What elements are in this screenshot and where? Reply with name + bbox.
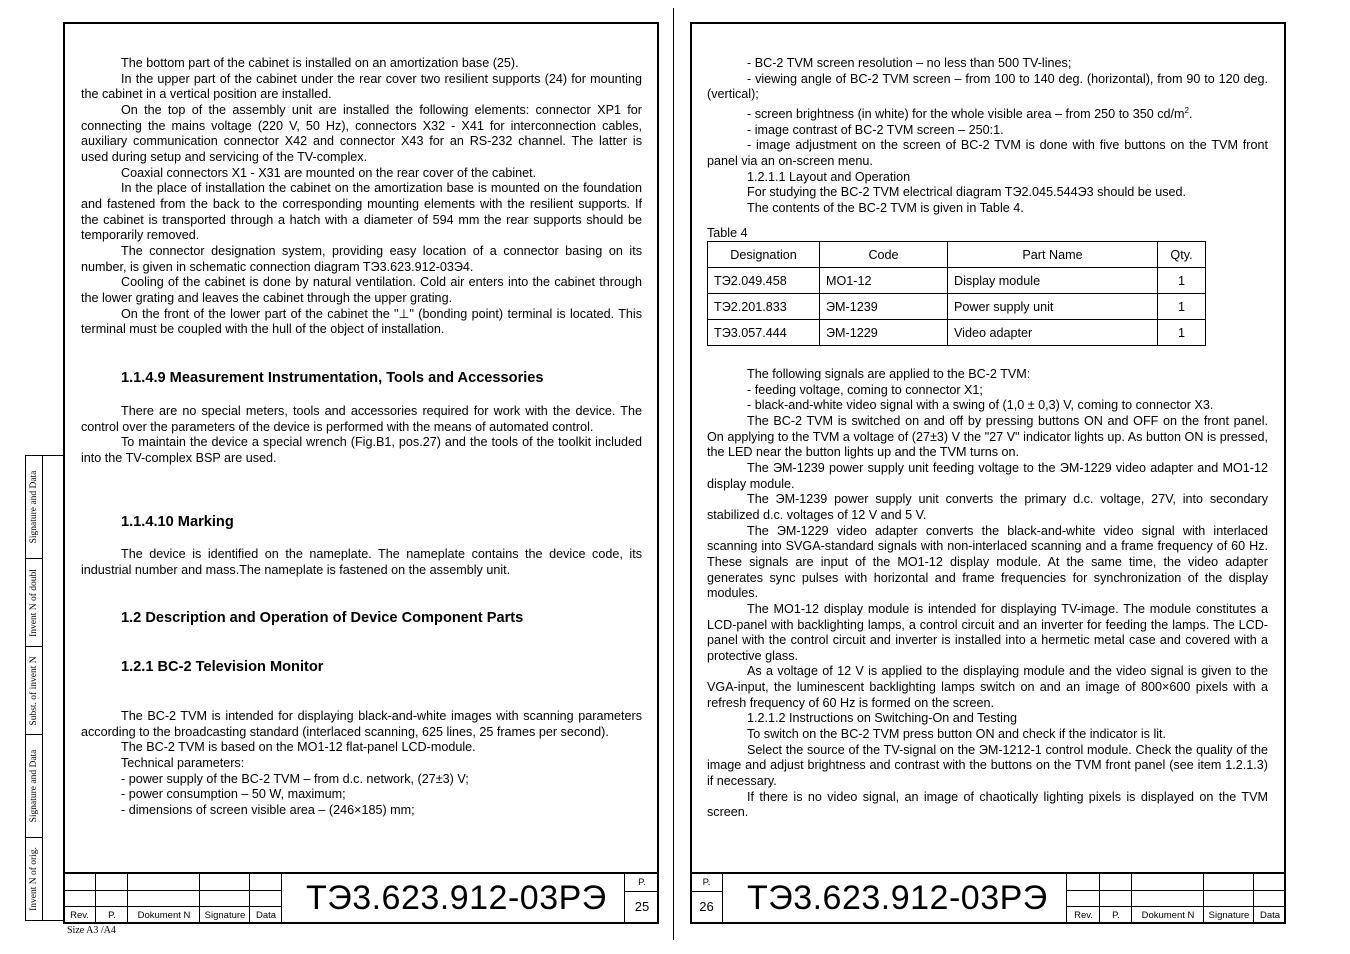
- paragraph: Cooling of the cabinet is done by natural ventilation. Cold air enters into the cabinet through the lower grating and leaves the cabinet through the upper grating.: [81, 275, 642, 305]
- paragraph: Select the source of the TV-signal on the ЭM-1212-1 control module. Check the quality of the image and adjust brightness and contrast with the buttons on the TVM front panel (see item 1.2.1.3) if necessary.: [707, 742, 1268, 789]
- table-row: [708, 268, 1206, 294]
- right-title-block: [690, 872, 1286, 926]
- paragraph: - BC-2 TVM screen resolution – no less than 500 TV-lines;: [747, 56, 1072, 70]
- section-heading-1-2: 1.2 Description and Operation of Device Component Parts: [121, 610, 524, 626]
- paragraph: As a voltage of 12 V is applied to the displaying module and the video signal is given to the VGA-input, the luminescent backlighting lamps switch on and an image of 800×600 pixels with a refresh frequency of 60 Hz is formed on the screen.: [707, 664, 1268, 710]
- paragraph: - power supply of the BC-2 TVM – from d.c. network, (27±3) V;: [121, 771, 469, 786]
- table-cell: MO1-12: [820, 268, 948, 294]
- table-row: [708, 294, 1206, 320]
- paragraph: Coaxial connectors X1 - X31 are mounted on the rear cover of the cabinet.: [121, 165, 537, 180]
- table-cell: ЭM-1239: [820, 294, 948, 320]
- paragraph: - feeding voltage, coming to connector X1;: [747, 382, 983, 397]
- doc-number: TЭ3.623.912-03PЭ: [306, 879, 607, 917]
- page-label: P.: [702, 877, 711, 888]
- paragraph: The BC-2 TVM is switched on and off by pressing buttons ON and OFF on the front panel. On applying to the TVM a voltage of (27±3) V the "27 V" indicator lights up. As button ON is pressed, the LED near the button lights up and the TVM turns on.: [707, 413, 1268, 460]
- paragraph: To switch on the BC-2 TVM press button ON and check if the indicator is lit.: [747, 727, 1167, 742]
- paragraph: The ЭM-1239 power supply unit converts the primary d.c. voltage, 27V, into secondary stabilized d.c. voltages of 12 V and 5 V.: [707, 492, 1268, 522]
- side-cell-signature-data-1: Signature and Data: [26, 456, 42, 559]
- left-text-2: [81, 547, 642, 578]
- paragraph: - power consumption – 50 W, maximum;: [121, 787, 346, 802]
- side-cell-invent-orig: Invent N of orig.: [29, 847, 39, 911]
- side-cell-signature-data-2: Signature and Data: [26, 735, 42, 838]
- section-heading-1-2-1: 1.2.1 BC-2 Television Monitor: [121, 659, 324, 675]
- table-cell: TЭ3.057.444: [708, 320, 820, 346]
- page-number: 25: [634, 899, 650, 914]
- side-cell-invent-doubl: Invent N of doubl: [26, 559, 42, 647]
- paragraph: On the top of the assembly unit are installed the following elements: connector XP1 for connecting the mains voltage (220 V, 50 Hz), connectors X32 - X41 for interconnection cables, auxiliary communication connector X42 and connector X43 for an RS-232 channel. The latter is used during setup and servicing of the TV-complex.: [81, 102, 642, 164]
- doc-number: TЭ3.623.912-03PЭ: [747, 879, 1048, 917]
- paragraph: The device is identified on the nameplate. The nameplate contains the device code, its industrial number and mass.The nameplate is fastened on the assembly unit.: [81, 547, 642, 577]
- left-title-block: [63, 872, 659, 926]
- size-label: Size A3 /A4: [67, 925, 116, 936]
- left-text-top: [81, 56, 642, 338]
- table-header-cell: Designation: [708, 242, 820, 268]
- paragraph: - image adjustment on the screen of BC-2 TVM is done with five buttons on the TVM front panel via an on-screen menu.: [707, 138, 1268, 169]
- paragraph: The bottom part of the cabinet is installed on an amortization base (25).: [121, 56, 519, 70]
- col-signature-label: Signature: [1208, 910, 1250, 921]
- section-heading-1-1-4-9: 1.1.4.9 Measurement Instrumentation, Tools and Accessories: [121, 370, 544, 386]
- paragraph: - dimensions of screen visible area – (246×185) mm;: [121, 802, 415, 817]
- paragraph: - black-and-white video signal with a swing of (1,0 ± 0,3) V, coming to connector X3.: [747, 398, 1214, 413]
- col-rev-label: Rev.: [70, 910, 89, 921]
- paragraph: 1.2.1.2 Instructions on Switching-On and Testing: [747, 711, 1017, 726]
- paragraph: If there is no video signal, an image of chaotically lighting pixels is displayed on the TVM screen.: [707, 789, 1268, 820]
- page-number: 26: [699, 899, 714, 914]
- col-signature-label: Signature: [204, 910, 246, 921]
- table-header-row: [708, 242, 1206, 268]
- table-header-cell: Part Name: [948, 242, 1158, 268]
- paragraph: There are no special meters, tools and accessories required for work with the device. The control over the parameters of the device is performed with the means of automated control.: [81, 404, 642, 434]
- table-row: [708, 320, 1206, 346]
- side-strip: [25, 455, 64, 921]
- table-header-cell: Code: [820, 242, 948, 268]
- paragraph: - viewing angle of BC-2 TVM screen – from 100 to 140 deg. (horizontal), from 90 to 120 deg. (vertical);: [707, 71, 1268, 102]
- paragraph: The connector designation system, providing easy location of a connector basing on its number, is given in schematic connection diagram TЭ3.623.912-03Э4.: [81, 243, 642, 274]
- section-heading-1-1-4-10: 1.1.4.10 Marking: [121, 514, 234, 530]
- paragraph: 1.2.1.1 Layout and Operation: [747, 169, 911, 184]
- col-doc-label: Dokument N: [1141, 910, 1195, 921]
- table-cell: Video adapter: [948, 320, 1158, 346]
- table-cell: TЭ2.049.458: [708, 268, 820, 294]
- right-text-top: [707, 56, 1268, 217]
- paragraph: In the upper part of the cabinet under the rear cover two resilient supports (24) for mounting the cabinet in a vertical position are installed.: [81, 71, 642, 102]
- paragraph: - image contrast of BC-2 TVM screen – 250:1.: [747, 122, 1004, 137]
- page-label: P.: [638, 877, 646, 888]
- paragraph: On the front of the lower part of the cabinet the "⊥" (bonding point) terminal is located. This terminal must be coupled with the hull of the object of installation.: [81, 306, 642, 337]
- table-4: [707, 241, 1206, 346]
- col-data-label: Data: [1259, 910, 1281, 921]
- table-header-cell: Qty.: [1158, 242, 1206, 268]
- col-p-label: P.: [108, 910, 116, 921]
- col-rev-label: Rev.: [1074, 910, 1093, 921]
- paragraph: The ЭM-1229 video adapter converts the black-and-white video signal with interlaced scanning into SVGA-standard signals with non-interlaced scanning and a frame frequency of 60 Hz. These signals are input of the MO1-12 display module. At the same time, the video adapter generates sync pulses with horizontal and frame frequencies for synchronization of the display modules.: [707, 523, 1268, 601]
- table-cell: Power supply unit: [948, 294, 1158, 320]
- side-cell-subst-invent: Subst. of invent N: [26, 647, 42, 735]
- paragraph: - screen brightness (in white) for the whole visible area – from 250 to 350 $cd/m^2$.: [747, 105, 1193, 122]
- left-text-1: [81, 404, 642, 467]
- col-data-label: Data: [255, 910, 277, 921]
- page-divider: [673, 8, 674, 940]
- paragraph: In the place of installation the cabinet on the amortization base is mounted on the foundation and fastened from the back to the corresponding mounting elements with the resilient supports. If the cabinet is transported through a hatch with a diameter of 594 mm the rear supports should be temporarily removed.: [81, 181, 642, 243]
- paragraph: The BC-2 TVM is intended for displaying black-and-white images with scanning parameters according to the broadcasting standard (interlaced scanning, 625 lines, 25 frames per second).: [81, 709, 642, 739]
- paragraph: The following signals are applied to the BC-2 TVM:: [747, 367, 1031, 381]
- right-text-bottom: [707, 367, 1268, 821]
- table-cell: 1: [1158, 294, 1206, 320]
- paragraph: The contents of the BC-2 TVM is given in Table 4.: [747, 201, 1024, 216]
- paragraph: Technical parameters:: [121, 755, 245, 770]
- paragraph: The BC-2 TVM is based on the MO1-12 flat-panel LCD-module.: [121, 740, 476, 755]
- table-cell: 1: [1158, 268, 1206, 294]
- table-cell: 1: [1158, 320, 1206, 346]
- paragraph: The ЭM-1239 power supply unit feeding voltage to the ЭM-1229 video adapter and MO1-12 display module.: [707, 460, 1268, 491]
- left-text-4: [81, 709, 642, 819]
- paragraph: The MO1-12 display module is intended for displaying TV-image. The module constitutes a LCD-panel with backlighting lamps, a control circuit and an inverter for feeding the lamps. The LCD-panel with the control circuit and inverter is installed into a hermetic metal case and covered with a protective glass.: [707, 601, 1268, 663]
- table-cell: Display module: [948, 268, 1158, 294]
- col-p-label: P.: [1112, 910, 1120, 921]
- table-cell: ЭM-1229: [820, 320, 948, 346]
- paragraph: To maintain the device a special wrench (Fig.B1, pos.27) and the tools of the toolkit included into the TV-complex BSP are used.: [81, 435, 642, 465]
- table-caption: Table 4: [707, 226, 748, 240]
- col-doc-label: Dokument N: [137, 910, 191, 921]
- paragraph: For studying the BC-2 TVM electrical diagram TЭ2.045.544Э3 should be used.: [747, 185, 1187, 200]
- table-cell: TЭ2.201.833: [708, 294, 820, 320]
